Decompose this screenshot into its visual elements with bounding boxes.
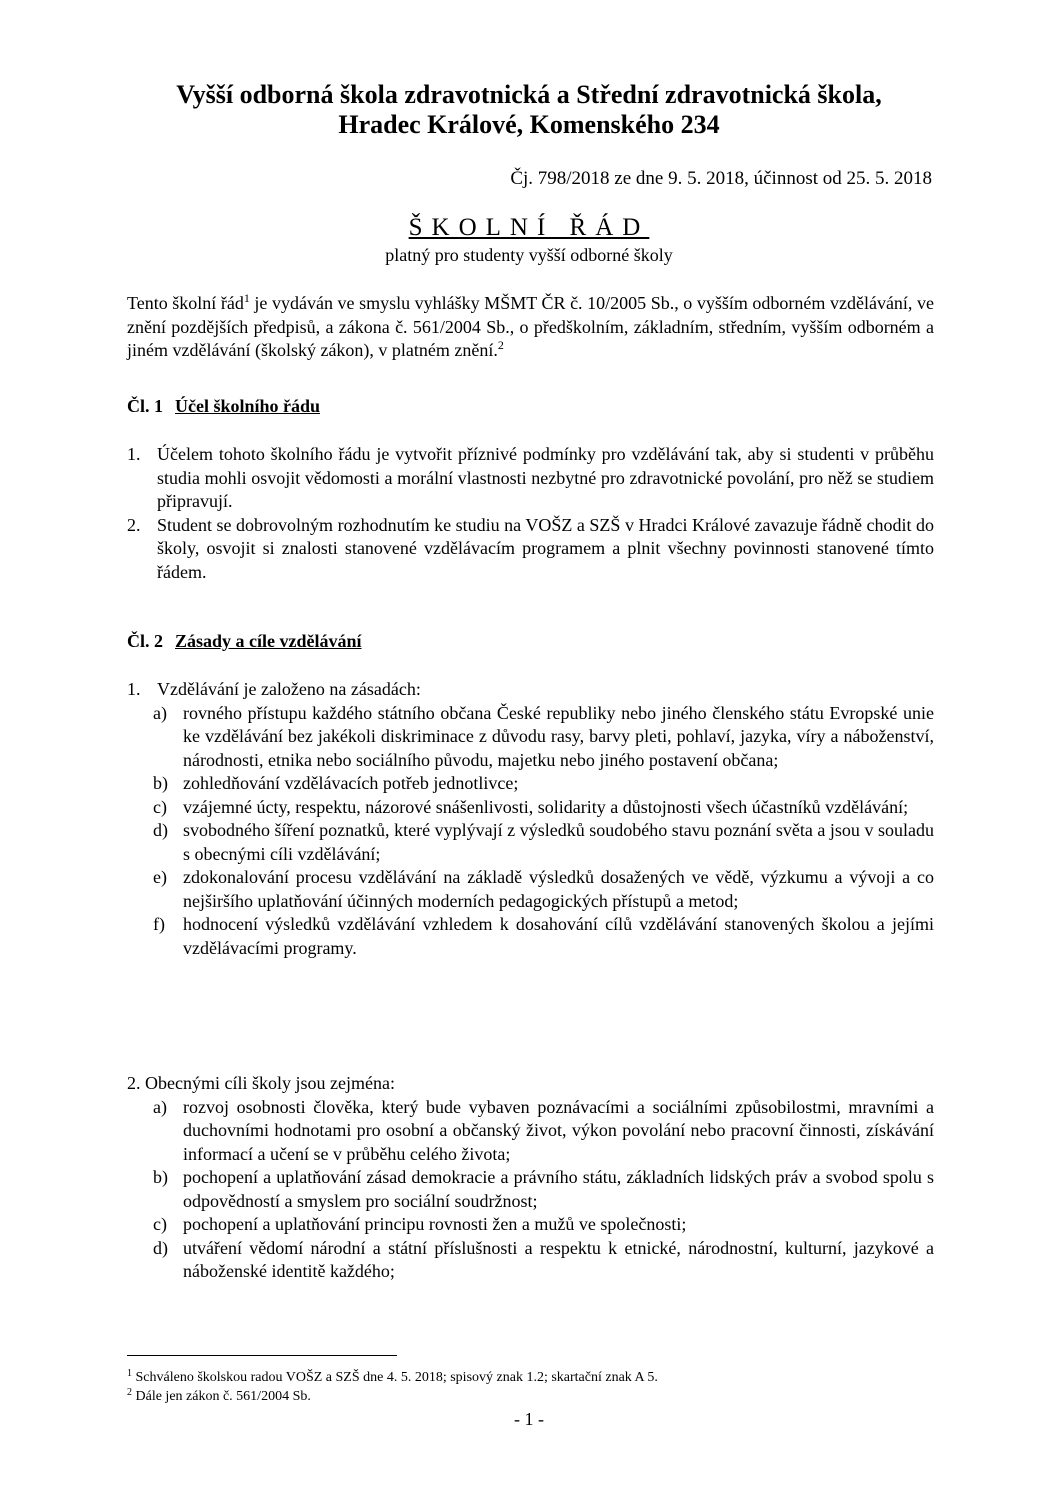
section-1-heading — [127, 396, 320, 417]
sub-item — [153, 1237, 934, 1284]
list-item-number: 2. — [127, 514, 141, 535]
sub-item — [153, 1166, 934, 1213]
footnote-1 — [127, 1370, 934, 1386]
sub-item-letter: e) — [153, 867, 167, 887]
list-item — [127, 443, 934, 514]
sub-item-text: zdokonalování procesu vzdělávání na základě výsledků dosažených ve vědě, výzkumu a vývoji a co nejširšího uplatňování účinných moderních pedagogických přístupů a metod; — [183, 867, 934, 911]
footnote-ref-1: 1 — [243, 291, 250, 305]
footnote-2-mark: 2 — [127, 1387, 132, 1398]
footnote-1-text: Schváleno školskou radou VOŠZ a SZŠ dne 4. 5. 2018; spisový znak 1.2; skartační znak A 5. — [132, 1370, 658, 1385]
list-item-text: 2. Obecnými cíli školy jsou zejména: — [127, 1073, 395, 1093]
sub-item-text: pochopení a uplatňování principu rovnosti žen a mužů ve společnosti; — [183, 1214, 687, 1234]
intro-text-part2: je vydáván ve smyslu vyhlášky MŠMT ČR č. 10/2005 Sb., o vyšším odborném vzdělávání, ve znění pozdějších předpisů, a zákona č. 561/2004 Sb., o předškolním, základním, středním, vyšším odborném a jiném vzdělávání (školský zákon), v platném znění. — [127, 293, 934, 360]
section-1-title: Účel školního řádu — [175, 396, 321, 416]
list-item — [127, 678, 934, 702]
sub-item-text: rozvoj osobnosti člověka, který bude vybaven poznávacími a sociálními způsobilostmi, mravními a duchovními hodnotami pro osobní a občanský život, výkon povolání nebo pracovní činnosti, získávání informací a učení se v průběhu celého života; — [183, 1096, 934, 1164]
sub-item-text: hodnocení výsledků vzdělávání vzhledem k dosahování cílů vzdělávání stanovených školou a jejími vzdělávacími programy. — [183, 914, 934, 958]
sub-item-letter: a) — [153, 702, 167, 723]
sub-item-text: vzájemné úcty, respektu, názorové snášenlivosti, solidarity a důstojnosti všech účastníků vzdělávání; — [183, 796, 909, 817]
list-item — [127, 514, 934, 585]
sub-item-letter: b) — [153, 773, 168, 793]
document-subtitle: platný pro studenty vyšší odborné školy — [385, 245, 673, 265]
sub-item — [153, 1096, 934, 1167]
list-item-number: 1. — [127, 679, 141, 699]
sub-item-letter: a) — [153, 1096, 167, 1117]
section-1-list — [127, 443, 934, 584]
sub-item-letter: c) — [153, 796, 167, 817]
footnote-ref-2: 2 — [497, 338, 504, 352]
page-number: - 1 - — [514, 1409, 544, 1429]
document-heading: ŠKOLNÍ ŘÁD — [408, 214, 650, 241]
sub-item-text: rovného přístupu každého státního občana České republiky nebo jiného členského státu Evropské unie ke vzdělávání bez jakékoli diskriminace z důvodu rasy, barvy pleti, pohlaví, jazyka, víry a náboženství, národnosti, etnika nebo sociálního původu, majetku nebo jiného postavení občana; — [183, 702, 934, 770]
school-name-line1: Vyšší odborná škola zdravotnická a Střední zdravotnická škola, — [176, 80, 882, 109]
sub-item — [153, 796, 934, 820]
section-1-number: Čl. 1 — [127, 396, 163, 416]
sub-item — [153, 1213, 934, 1237]
sub-item — [153, 819, 934, 866]
section-2-heading — [127, 631, 362, 652]
sub-item-letter: c) — [153, 1214, 167, 1234]
list-item-text: Student se dobrovolným rozhodnutím ke studiu na VOŠZ a SZŠ v Hradci Králové zavazuje řádně chodit do školy, osvojit si znalosti stanovené vzdělávacím programem a plnit všechny povinnosti stanovené tímto řádem. — [157, 514, 934, 582]
sub-item-letter: d) — [153, 820, 168, 840]
sub-item-letter: d) — [153, 1237, 168, 1258]
sub-item-text: pochopení a uplatňování zásad demokracie a právního státu, základních lidských práv a svobod spolu s odpovědností a smyslem pro sociální soudržnost; — [183, 1167, 934, 1211]
sub-item-letter: f) — [153, 914, 165, 934]
sub-item — [153, 913, 934, 960]
footnote-1-mark: 1 — [127, 1368, 132, 1379]
intro-text-part1: Tento školní řád — [127, 293, 244, 313]
sub-item — [153, 702, 934, 773]
sub-item-letter: b) — [153, 1167, 168, 1187]
section-2-list-2 — [127, 1072, 934, 1284]
school-name-line2: Hradec Králové, Komenského 234 — [338, 110, 720, 139]
intro-paragraph — [127, 292, 934, 363]
sub-item-text: svobodného šíření poznatků, které vyplývají z výsledků soudobého stavu poznání světa a jsou v souladu s obecnými cíli vzdělávání; — [183, 820, 934, 864]
footnote-2-text: Dále jen zákon č. 561/2004 Sb. — [132, 1389, 311, 1404]
list-item-text: Vzdělávání je založeno na zásadách: — [157, 679, 421, 699]
sub-item — [153, 866, 934, 913]
sub-item — [153, 772, 934, 796]
list-item-text: Účelem tohoto školního řádu je vytvořit příznivé podmínky pro vzdělávání tak, aby si studenti v průběhu studia mohli osvojit vědomosti a morální vlastnosti nezbytné pro zdravotnické povolání, pro něž se studiem připravují. — [157, 444, 934, 511]
sub-item-text: utváření vědomí národní a státní příslušnosti a respektu k etnické, národnostní, kulturní, jazykové a náboženské identitě každého; — [183, 1237, 934, 1281]
footnote-separator — [127, 1355, 397, 1356]
list-item-number: 1. — [127, 444, 141, 464]
reference-number: Čj. 798/2018 ze dne 9. 5. 2018, účinnost od 25. 5. 2018 — [510, 168, 932, 189]
section-2-list-1 — [127, 678, 934, 960]
section-2-number: Čl. 2 — [127, 631, 163, 651]
sub-item-text: zohledňování vzdělávacích potřeb jednotlivce; — [183, 773, 519, 793]
footnote-2 — [127, 1389, 934, 1405]
section-2-title: Zásady a cíle vzdělávání — [175, 631, 362, 651]
